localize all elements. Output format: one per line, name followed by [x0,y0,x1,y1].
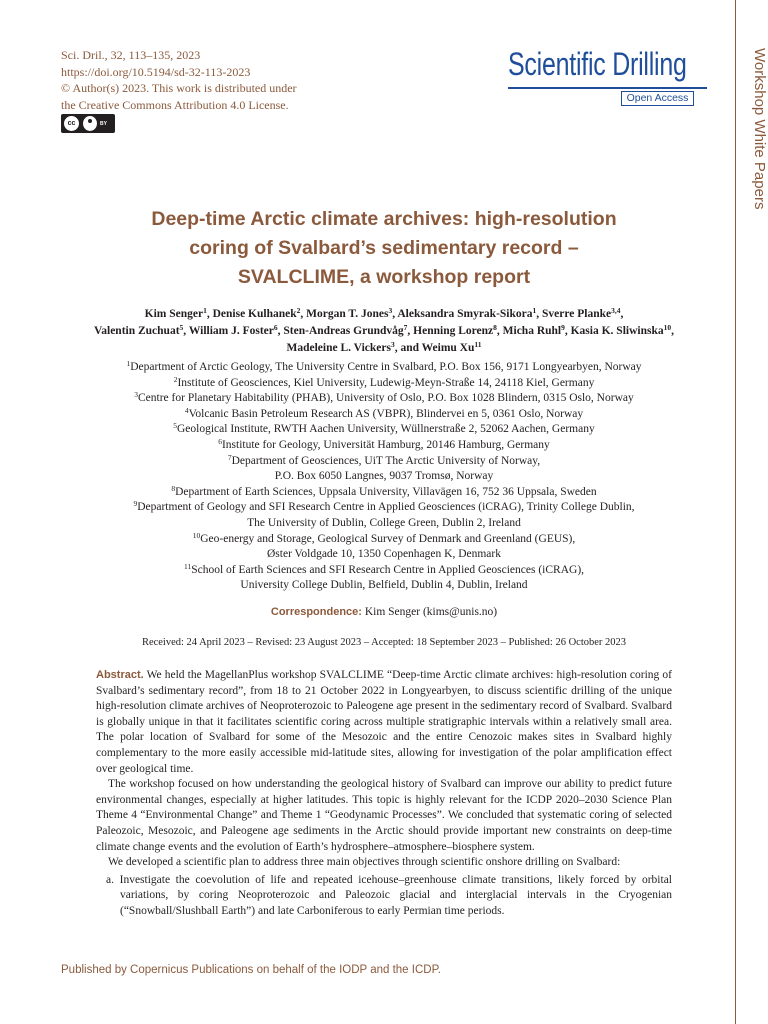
objective-list-item [96,873,672,920]
cc-by-license-icon[interactable] [61,114,115,133]
affiliation-line [85,563,683,579]
author-line: Kim Senger$^1$, Denise Kulhanek$^2$, Morgan T. Jones$^3$, Aleksandra Smyrak-Sikora$^1$, Sverre Planke$^{3,4}$, [144,306,624,320]
affiliation-text: Geological Institute, RWTH Aachen University, Wüllnerstraße 2, 52062 Aachen, Germany [177,423,595,436]
affiliation-line [85,500,683,516]
affiliation-text: Department of Geology and SFI Research Centre in Applied Geosciences (iCRAG), Trinity College Dublin, [137,501,635,514]
publisher-footer: Published by Copernicus Publications on behalf of the IODP and the ICDP. [61,964,441,976]
affiliation-text: P.O. Box 6050 Langnes, 9037 Tromsø, Norway [274,470,494,483]
author-affiliation: 8 [493,323,497,332]
abstract-label: Abstract. [96,669,144,681]
article-title [92,205,676,292]
author-name: Weimu Xu [421,342,475,354]
title-line: SVALCLIME, a workshop report [237,266,531,288]
author-affiliation: 2 [296,306,301,315]
citation: Sci. Dril., 32, 113–135, 2023 [61,48,201,62]
affiliation-line [85,438,683,454]
author-list [85,306,683,357]
affiliation-line [85,360,683,376]
author-affiliation: 3,4 [611,306,621,315]
author-affiliation: 9 [561,323,565,332]
affiliation-number: 7 [227,452,232,462]
author-name: Madeleine L. Vickers [286,342,391,354]
attribution-icon [83,116,97,131]
affiliation-number: 2 [173,374,178,384]
affiliation-text: Centre for Planetary Habitability (PHAB), University of Oslo, P.O. Box 1028 Blindern, 0315 Oslo, Norway [138,392,634,405]
author-name: Valentin Zuchuat [94,325,180,337]
affiliation-text: Geo-energy and Storage, Geological Survey of Denmark and Greenland (GEUS), [200,532,576,545]
affiliation-line [85,454,683,470]
affiliation-text: Department of Arctic Geology, The University Centre in Svalbard, P.O. Box 156, 9171 Longyearbyen, Norway [130,361,642,373]
correspondence-email[interactable]: Kim Senger (kims@unis.no) [364,606,498,618]
author-affiliation: 1 [203,306,207,315]
author-affiliation: 11 [474,340,482,349]
author-affiliation: 6 [273,323,278,332]
author-name: Denise Kulhanek [212,308,297,320]
affiliation-line [85,532,683,548]
author-name: Kim Senger [144,308,204,320]
title-line: coring of Svalbard’s sedimentary record – [189,237,579,259]
affiliation-text: School of Earth Sciences and SFI Research Centre in Applied Geosciences (iCRAG), [191,563,585,576]
affiliation-text: The University of Dublin, College Green, Dublin 2, Ireland [247,516,521,529]
list-item-text: Investigate the coevolution of life and repeated icehouse–greenhouse climate transitions, likely forced by orbital variations, by coring Neoproterozoic and Paleozoic glacial and interglacial intervals in the Cryogenian (“Snowball/Slushball Earth”) and late Carboniferous to early Permian time periods. [119,873,672,917]
author-affiliation: 1 [532,306,537,315]
abstract [96,668,672,920]
author-name: Micha Ruhl [502,325,562,337]
author-affiliation: 10 [663,323,672,332]
author-affiliation: 7 [403,323,408,332]
abstract-paragraph [96,668,672,777]
affiliation-line [85,547,683,563]
affiliation-number: 10 [192,530,201,540]
affiliation-number: 9 [133,499,138,509]
affiliation-line [85,376,683,392]
affiliation-line [85,516,683,532]
affiliation-number: 11 [183,561,192,571]
author-name: Kasia K. Sliwinska [570,325,664,337]
affiliation-text: Øster Voldgade 10, 1350 Copenhagen K, Denmark [266,548,501,561]
author-affiliation: 3 [390,340,395,349]
abstract-text: We held the MagellanPlus workshop SVALCLIME “Deep-time Arctic climate archives: high-resolution coring of Svalbard’s sedimentary record”, from 18 to 21 October 2022 in Longyearbyen, to discuss scientific drilling of the unique high-resolution climate archives of Neoproterozoic to Paleogene age present in the sedimentary record of Svalbard. Svalbard is globally unique in that it facilitates scientific coring across multiple stratigraphic intervals within a relatively small area. The polar location of Svalbard for some of the Mesozoic and the entire Cenozoic makes sites in Svalbard highly complementary to the more easily accessible mid-latitude sites, allowing for investigation of the polar amplification effect over geological time. [96,669,672,775]
title-line: Deep-time Arctic climate archives: high-resolution [151,208,617,230]
author-affiliation: 5 [179,323,184,332]
affiliation-text: Department of Earth Sciences, Uppsala University, Villavägen 16, 752 36 Uppsala, Sweden [175,485,597,498]
affiliation-text: Department of Geosciences, UiT The Arctic University of Norway, [231,454,541,467]
affiliation-line [85,469,683,485]
logo-divider [508,87,707,89]
affiliation-text: Volcanic Basin Petroleum Research AS (VBPR), Blindervei en 5, 0361 Oslo, Norway [188,407,584,420]
author-line: Valentin Zuchuat$^5$, William J. Foster$^6$, Sten-Andreas Grundvåg$^7$, Henning Lorenz$^8$, Micha Ruhl$^9$, Kasia K. Sliwinska$^{10}$, [94,323,674,337]
list-marker: a. [106,873,114,886]
affiliation-text: Institute of Geosciences, Kiel University, Ludewig-Meyn-Straße 14, 24118 Kiel, Germany [177,376,595,389]
sidebar-divider [735,0,736,1024]
affiliation-line [85,407,683,423]
doi-link[interactable]: https://doi.org/10.5194/sd-32-113-2023 [61,64,251,79]
section-label: Workshop White Papers [751,48,768,210]
affiliation-text: University College Dublin, Belfield, Dublin 4, Dublin, Ireland [240,579,528,592]
affiliation-line [85,485,683,501]
affiliation-list [85,360,683,594]
abstract-paragraph: The workshop focused on how understanding the geological history of Svalbard can improve our ability to predict future environmental changes, especially at higher latitudes. This topic is highly relevant for the ICDP 2020–2030 Science Plan Theme 4 “Environmental Change” and Theme 1 “Geodynamic Processes”. We concluded that systematic coring of selected Paleozoic, Mesozoic, and Paleogene age sediments in the Arctic should provide important new constraints on deep-time climate change events and the evolution of Earth’s hydrosphere–atmosphere–biosphere system. [96,778,672,853]
correspondence-label: Correspondence: [270,606,362,618]
affiliation-number: 5 [173,421,177,431]
author-name: Aleksandra Smyrak-Sikora [397,308,533,320]
affiliation-text: Institute for Geology, Universität Hamburg, 20146 Hamburg, Germany [221,438,550,451]
author-name: Sten-Andreas Grundvåg [283,325,404,337]
affiliation-number: 8 [171,483,176,493]
affiliation-number: 1 [126,359,131,368]
affiliation-line [85,578,683,594]
journal-logo[interactable]: Scientific Drilling [508,46,687,82]
affiliation-line [85,391,683,407]
article-meta [61,47,297,113]
author-line: Madeleine L. Vickers$^3$, and Weimu Xu$^{11}$ [286,340,482,354]
affiliation-number: 6 [218,436,222,446]
affiliation-number: 3 [134,390,138,400]
correspondence [85,606,683,618]
copyright-line: © Author(s) 2023. This work is distributed under [61,81,297,95]
author-name: William J. Foster [188,325,274,337]
author-name: Morgan T. Jones [306,308,389,320]
author-affiliation: 3 [388,306,393,315]
affiliation-line [85,422,683,438]
abstract-paragraph: We developed a scientific plan to address three main objectives through scientific onshore drilling on Svalbard: [108,856,621,869]
by-text: BY [100,120,107,127]
author-name: Sverre Planke [542,308,612,320]
cc-icon: cc [64,116,79,131]
publication-dates: Received: 24 April 2023 – Revised: 23 August 2023 – Accepted: 18 September 2023 – Published: 26 October 2023 [141,637,627,648]
affiliation-number: 4 [184,405,189,415]
open-access-badge: Open Access [621,91,694,106]
author-name: Henning Lorenz [413,325,494,337]
license-line[interactable]: the Creative Commons Attribution 4.0 License. [61,97,289,112]
